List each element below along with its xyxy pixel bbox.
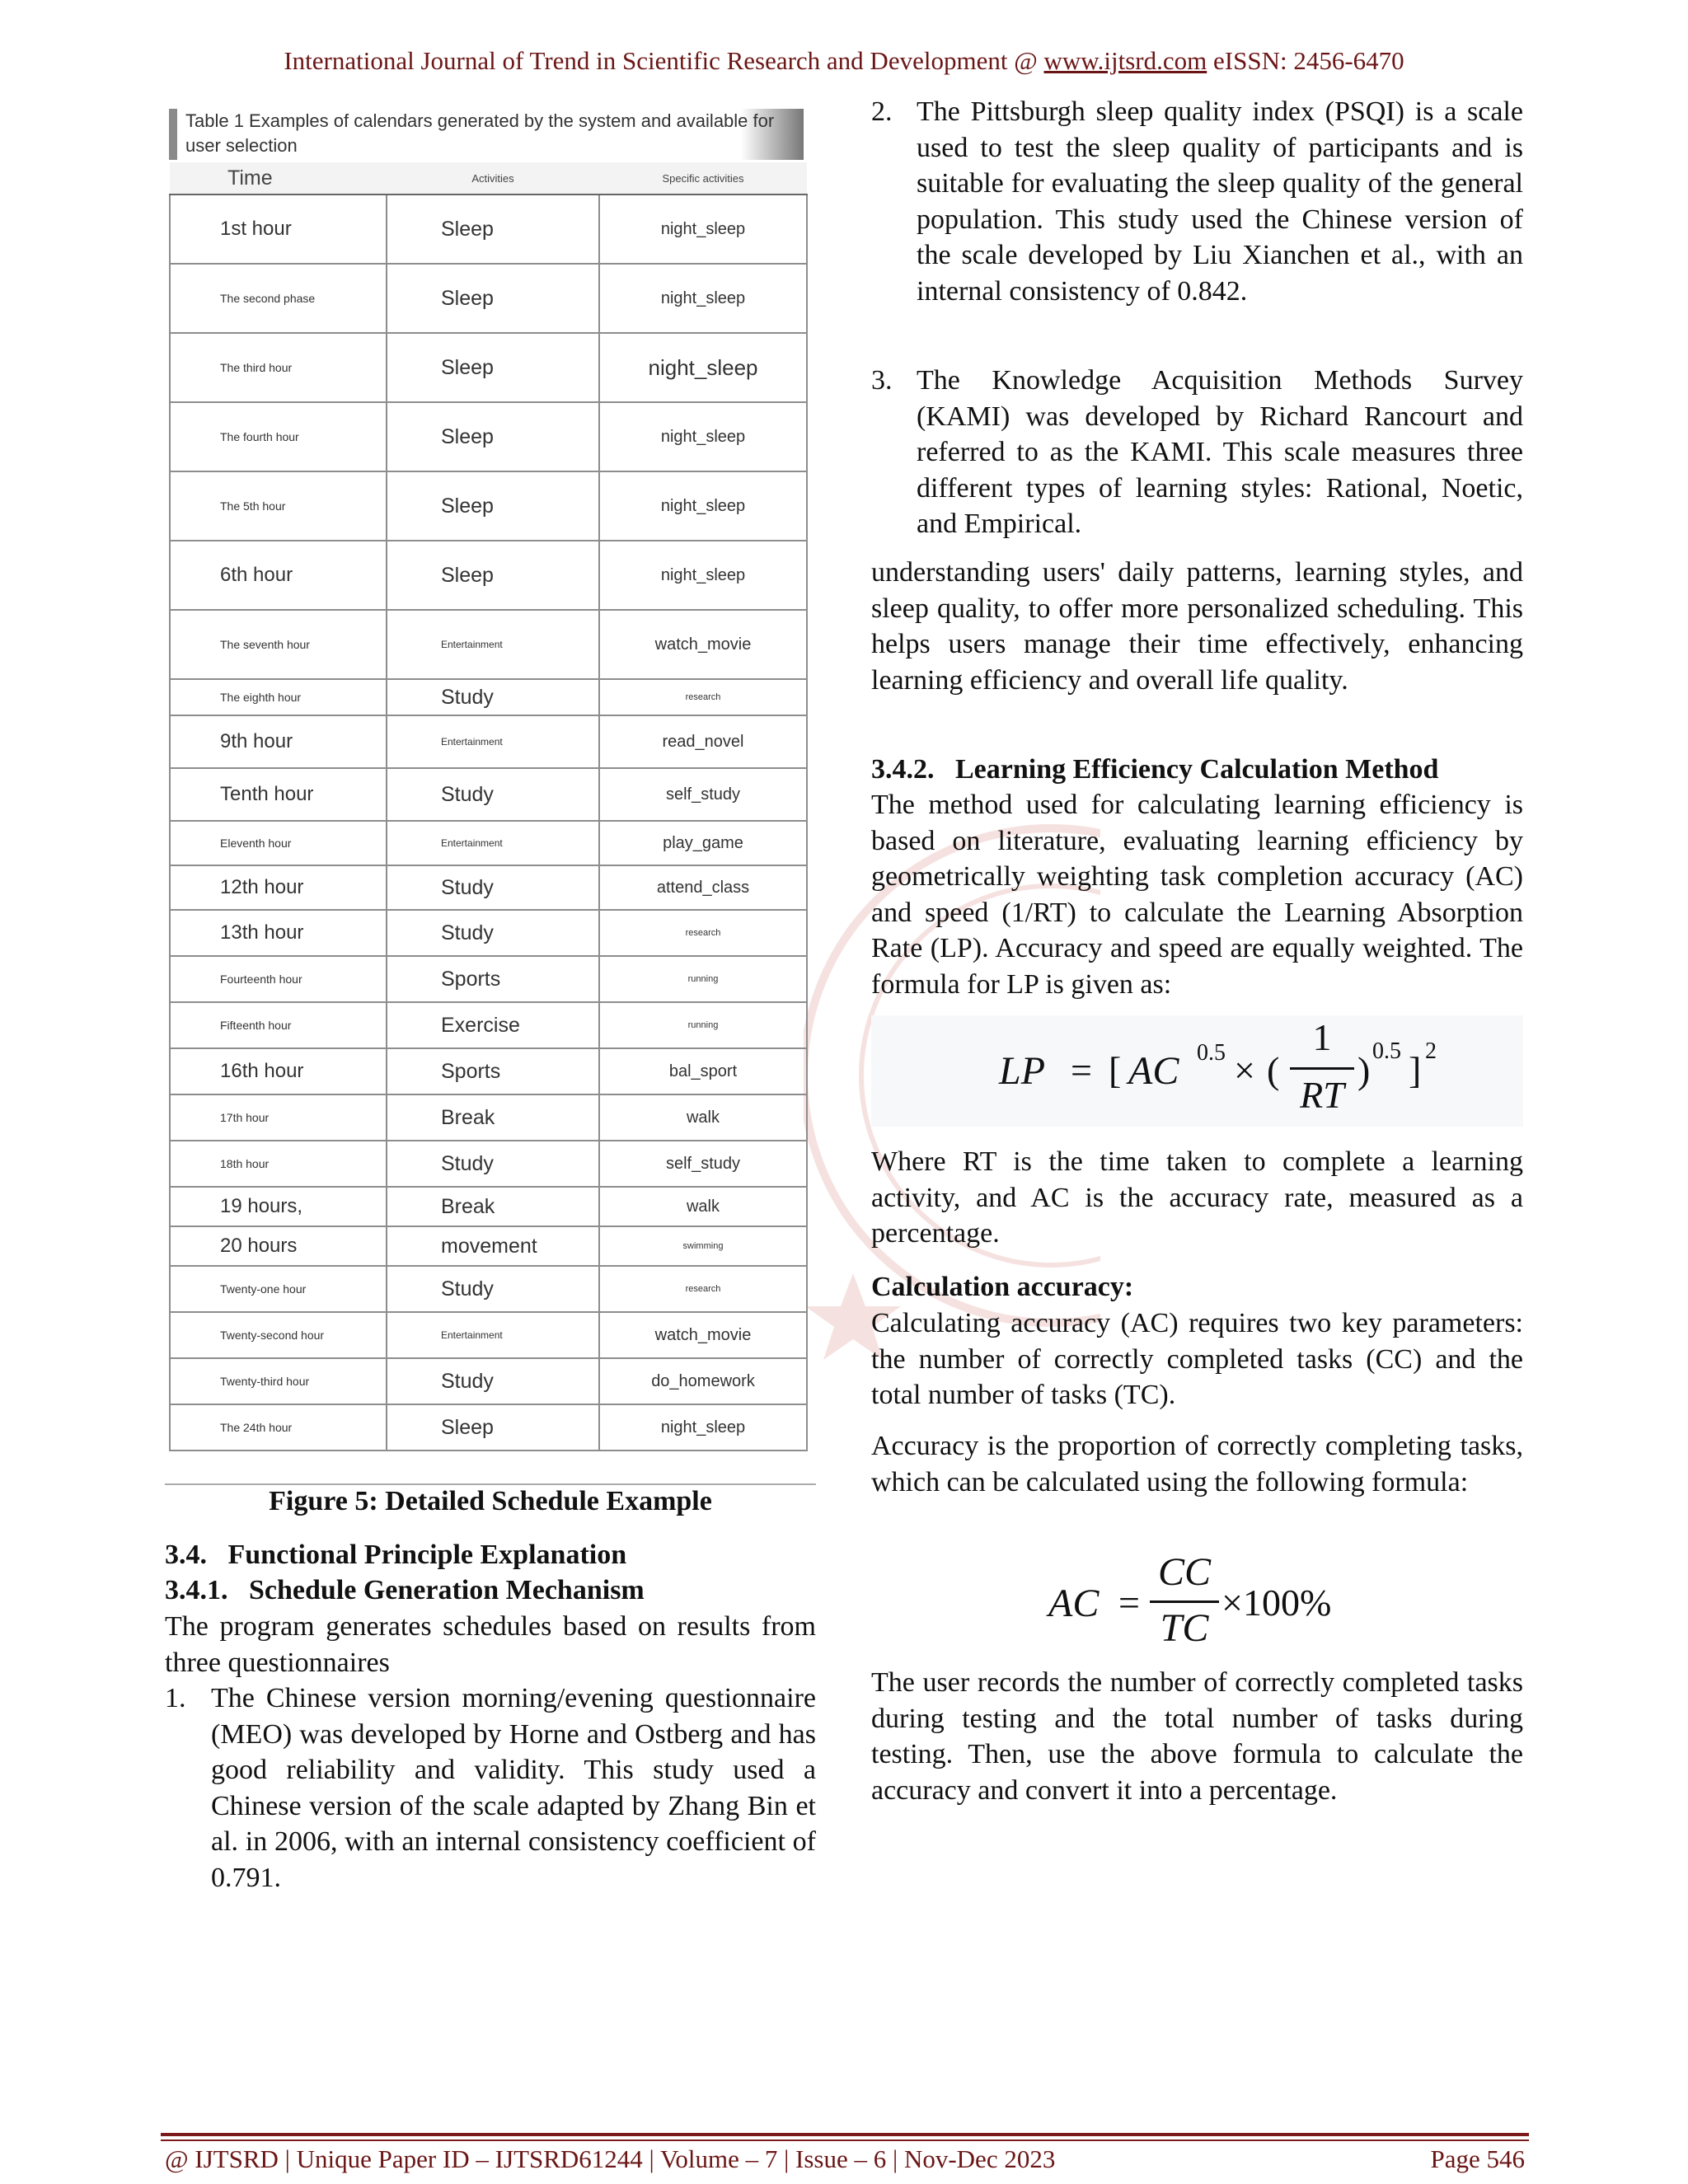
activity-cell: Break: [387, 1187, 599, 1226]
specific-activity-cell: bal_sport: [599, 1048, 807, 1094]
header-issn: eISSN: 2456-6470: [1207, 46, 1404, 75]
page-footer: [165, 2141, 1525, 2177]
lp-formula: [871, 1015, 1523, 1127]
header-text: International Journal of Trend in Scientific Research and Development @: [284, 46, 1044, 75]
activity-cell: Study: [387, 768, 599, 821]
table-row: [170, 910, 807, 956]
table-row: [170, 1187, 807, 1226]
where-rt-paragraph: Where RT is the time taken to complete a learning activity, and AC is the accuracy rate, measured as a percentage.: [871, 1146, 1523, 1249]
calculation-paragraph: Calculating accuracy (AC) requires two key parameters: the number of correctly completed tasks (CC) and the total number of tasks (TC).: [871, 1308, 1523, 1410]
activity-cell: Study: [387, 910, 599, 956]
lp-paren-close: ): [1357, 1049, 1371, 1091]
lp-exponent-ratio: 0.5: [1372, 1038, 1401, 1064]
activity-cell: Sleep: [387, 471, 599, 541]
footer-rule-thick: [161, 2133, 1529, 2136]
time-cell: 20 hours: [170, 1226, 387, 1266]
activity-cell: Break: [387, 1094, 599, 1141]
activity-cell: Entertainment: [387, 715, 599, 768]
table-row: [170, 1358, 807, 1404]
ac-equals: =: [1118, 1582, 1140, 1624]
specific-activity-cell: research: [599, 679, 807, 715]
list-number-2: 2.: [871, 96, 893, 127]
activity-cell: Study: [387, 1141, 599, 1187]
column-header-time: Time: [170, 162, 387, 194]
footer-paper-info: @ IJTSRD | Unique Paper ID – IJTSRD61244 | Volume – 7 | Issue – 6 | Nov-Dec 2023: [165, 2144, 1056, 2173]
time-cell: The 5th hour: [170, 471, 387, 541]
specific-activity-cell: research: [599, 910, 807, 956]
time-cell: 9th hour: [170, 715, 387, 768]
time-cell: Fourteenth hour: [170, 956, 387, 1002]
table-row: [170, 610, 807, 679]
time-cell: 18th hour: [170, 1141, 387, 1187]
activity-cell: Sleep: [387, 1404, 599, 1451]
table-row: [170, 1404, 807, 1451]
table-row: [170, 715, 807, 768]
activity-cell: Entertainment: [387, 610, 599, 679]
time-cell: Twenty-one hour: [170, 1266, 387, 1312]
table-row: [170, 956, 807, 1002]
table-row: [170, 264, 807, 333]
time-cell: Eleventh hour: [170, 821, 387, 865]
specific-activity-cell: research: [599, 1266, 807, 1312]
specific-activity-cell: night_sleep: [599, 471, 807, 541]
lp-fraction-numerator: 1: [1312, 1016, 1332, 1058]
ac-formula: [871, 1549, 1523, 1657]
figure-caption: Figure 5: Detailed Schedule Example: [269, 1486, 712, 1516]
specific-activity-cell: night_sleep: [599, 264, 807, 333]
page-number: Page 546: [1430, 2144, 1525, 2173]
time-cell: 19 hours,: [170, 1187, 387, 1226]
table-row: [170, 194, 807, 264]
specific-activity-cell: night_sleep: [599, 541, 807, 610]
lp-lhs: LP: [999, 1049, 1046, 1093]
lp-fraction-denominator: RT: [1300, 1074, 1344, 1116]
section-heading-3-4-2: 3.4.2. Learning Efficiency Calculation Method: [871, 754, 1439, 785]
lp-ac: AC: [1128, 1049, 1179, 1093]
activity-cell: Sleep: [387, 264, 599, 333]
specific-activity-cell: watch_movie: [599, 610, 807, 679]
lp-exponent-ac: 0.5: [1197, 1040, 1226, 1066]
list-number-3: 3.: [871, 365, 893, 396]
time-cell: Twenty-second hour: [170, 1312, 387, 1358]
lp-fraction-bar: [1290, 1067, 1354, 1070]
calculation-accuracy-heading: Calculation accuracy:: [871, 1272, 1134, 1302]
specific-activity-cell: read_novel: [599, 715, 807, 768]
journal-link[interactable]: www.ijtsrd.com: [1043, 46, 1207, 75]
specific-activity-cell: night_sleep: [599, 333, 807, 402]
list-item-meo: The Chinese version morning/evening questionnaire (MEO) was developed by Horne and Ostberg and has good reliability and validity. This study used a Chinese version of the scale adapted by Zhang Bin et al. in 2006, with an internal consistency coefficient of 0.791.: [211, 1683, 816, 1893]
time-cell: The seventh hour: [170, 610, 387, 679]
specific-activity-cell: walk: [599, 1094, 807, 1141]
figure-rule: [165, 1483, 816, 1485]
table-caption: Table 1 Examples of calendars generated by the system and available for user selection: [169, 109, 804, 160]
table-row: [170, 1312, 807, 1358]
table-row: [170, 1002, 807, 1048]
activity-cell: Sleep: [387, 402, 599, 471]
journal-header: [0, 46, 1688, 76]
specific-activity-cell: attend_class: [599, 865, 807, 910]
specific-activity-cell: self_study: [599, 768, 807, 821]
time-cell: 6th hour: [170, 541, 387, 610]
method-paragraph: The method used for calculating learning efficiency is based on literature, evaluating learning efficiency by geometrically weighting task completion accuracy (AC) and speed (1/RT) to calculate the Learning Absorption Rate (LP). Accuracy and speed are equally weighted. The formula for LP is given as:: [871, 790, 1523, 1000]
time-cell: 13th hour: [170, 910, 387, 956]
time-cell: Fifteenth hour: [170, 1002, 387, 1048]
time-cell: 12th hour: [170, 865, 387, 910]
table-row: [170, 821, 807, 865]
section-heading-3-4: 3.4. Functional Principle Explanation: [165, 1540, 627, 1570]
activity-cell: Sleep: [387, 194, 599, 264]
lp-paren-open: (: [1267, 1049, 1280, 1091]
schedule-table-body: [170, 194, 807, 1451]
time-cell: 16th hour: [170, 1048, 387, 1094]
ac-fraction-numerator: CC: [1157, 1550, 1212, 1594]
list-item-psqi: The Pittsburgh sleep quality index (PSQI) is a scale used to test the sleep quality of participants and is suitable for evaluating the sleep quality of the general population. This study used the Chinese version of the scale developed by Liu Xianchen et al., with an internal consistency of 0.842.: [917, 96, 1523, 307]
table-row: [170, 333, 807, 402]
ac-fraction-denominator: TC: [1160, 1606, 1209, 1650]
column-header-specific-activities: Specific activities: [599, 162, 807, 194]
specific-activity-cell: swimming: [599, 1226, 807, 1266]
table-row: [170, 1226, 807, 1266]
understanding-paragraph: understanding users' daily patterns, learning styles, and sleep quality, to offer more personalized scheduling. This helps users manage their time effectively, enhancing learning efficiency and overall life quality.: [871, 557, 1523, 696]
specific-activity-cell: night_sleep: [599, 402, 807, 471]
table-row: [170, 1048, 807, 1094]
table-row: [170, 541, 807, 610]
accuracy-paragraph: Accuracy is the proportion of correctly completing tasks, which can be calculated using the following formula:: [871, 1431, 1523, 1497]
section-heading-3-4-1: 3.4.1. Schedule Generation Mechanism: [165, 1575, 645, 1605]
table-row: [170, 471, 807, 541]
ac-fraction-bar: [1150, 1601, 1219, 1603]
activity-cell: Study: [387, 679, 599, 715]
table-row: [170, 768, 807, 821]
schedule-table: [169, 162, 808, 1451]
activity-cell: Entertainment: [387, 821, 599, 865]
time-cell: The eighth hour: [170, 679, 387, 715]
specific-activity-cell: do_homework: [599, 1358, 807, 1404]
specific-activity-cell: play_game: [599, 821, 807, 865]
schedule-intro-paragraph: The program generates schedules based on results from three questionnaires: [165, 1611, 816, 1678]
table-row: [170, 402, 807, 471]
ac-lhs: AC: [1048, 1582, 1100, 1625]
table-row: [170, 1094, 807, 1141]
table-row: [170, 1266, 807, 1312]
lp-bracket-close: ]: [1409, 1049, 1422, 1091]
specific-activity-cell: watch_movie: [599, 1312, 807, 1358]
time-cell: The second phase: [170, 264, 387, 333]
time-cell: The third hour: [170, 333, 387, 402]
activity-cell: movement: [387, 1226, 599, 1266]
specific-activity-cell: self_study: [599, 1141, 807, 1187]
time-cell: 17th hour: [170, 1094, 387, 1141]
table-row: [170, 865, 807, 910]
activity-cell: Sports: [387, 1048, 599, 1094]
table-header-row: [170, 162, 807, 194]
specific-activity-cell: night_sleep: [599, 194, 807, 264]
user-records-paragraph: The user records the number of correctly completed tasks during testing and the total number of tasks during testing. Then, use the above formula to calculate the accuracy and convert it into a percentage.: [871, 1667, 1523, 1806]
column-header-activities: Activities: [387, 162, 599, 194]
list-item-kami: The Knowledge Acquisition Methods Survey (KAMI) was developed by Richard Rancourt and referred to as the KAMI. This scale measures three different types of learning styles: Rational, Noetic, and Empirical.: [917, 365, 1523, 539]
time-cell: Tenth hour: [170, 768, 387, 821]
time-cell: The 24th hour: [170, 1404, 387, 1451]
activity-cell: Study: [387, 865, 599, 910]
table-row: [170, 1141, 807, 1187]
activity-cell: Study: [387, 1266, 599, 1312]
specific-activity-cell: walk: [599, 1187, 807, 1226]
activity-cell: Sports: [387, 956, 599, 1002]
specific-activity-cell: running: [599, 1002, 807, 1048]
lp-bracket-open: [: [1109, 1049, 1122, 1091]
time-cell: Twenty-third hour: [170, 1358, 387, 1404]
specific-activity-cell: running: [599, 956, 807, 1002]
activity-cell: Entertainment: [387, 1312, 599, 1358]
activity-cell: Study: [387, 1358, 599, 1404]
activity-cell: Exercise: [387, 1002, 599, 1048]
table-row: [170, 679, 807, 715]
lp-exponent-outer: 2: [1425, 1038, 1437, 1064]
ac-rhs: ×100%: [1221, 1582, 1332, 1624]
time-cell: 1st hour: [170, 194, 387, 264]
list-number-1: 1.: [165, 1683, 186, 1713]
lp-equals: =: [1071, 1049, 1092, 1091]
specific-activity-cell: night_sleep: [599, 1404, 807, 1451]
lp-times: ×: [1234, 1049, 1255, 1091]
activity-cell: Sleep: [387, 541, 599, 610]
time-cell: The fourth hour: [170, 402, 387, 471]
activity-cell: Sleep: [387, 333, 599, 402]
